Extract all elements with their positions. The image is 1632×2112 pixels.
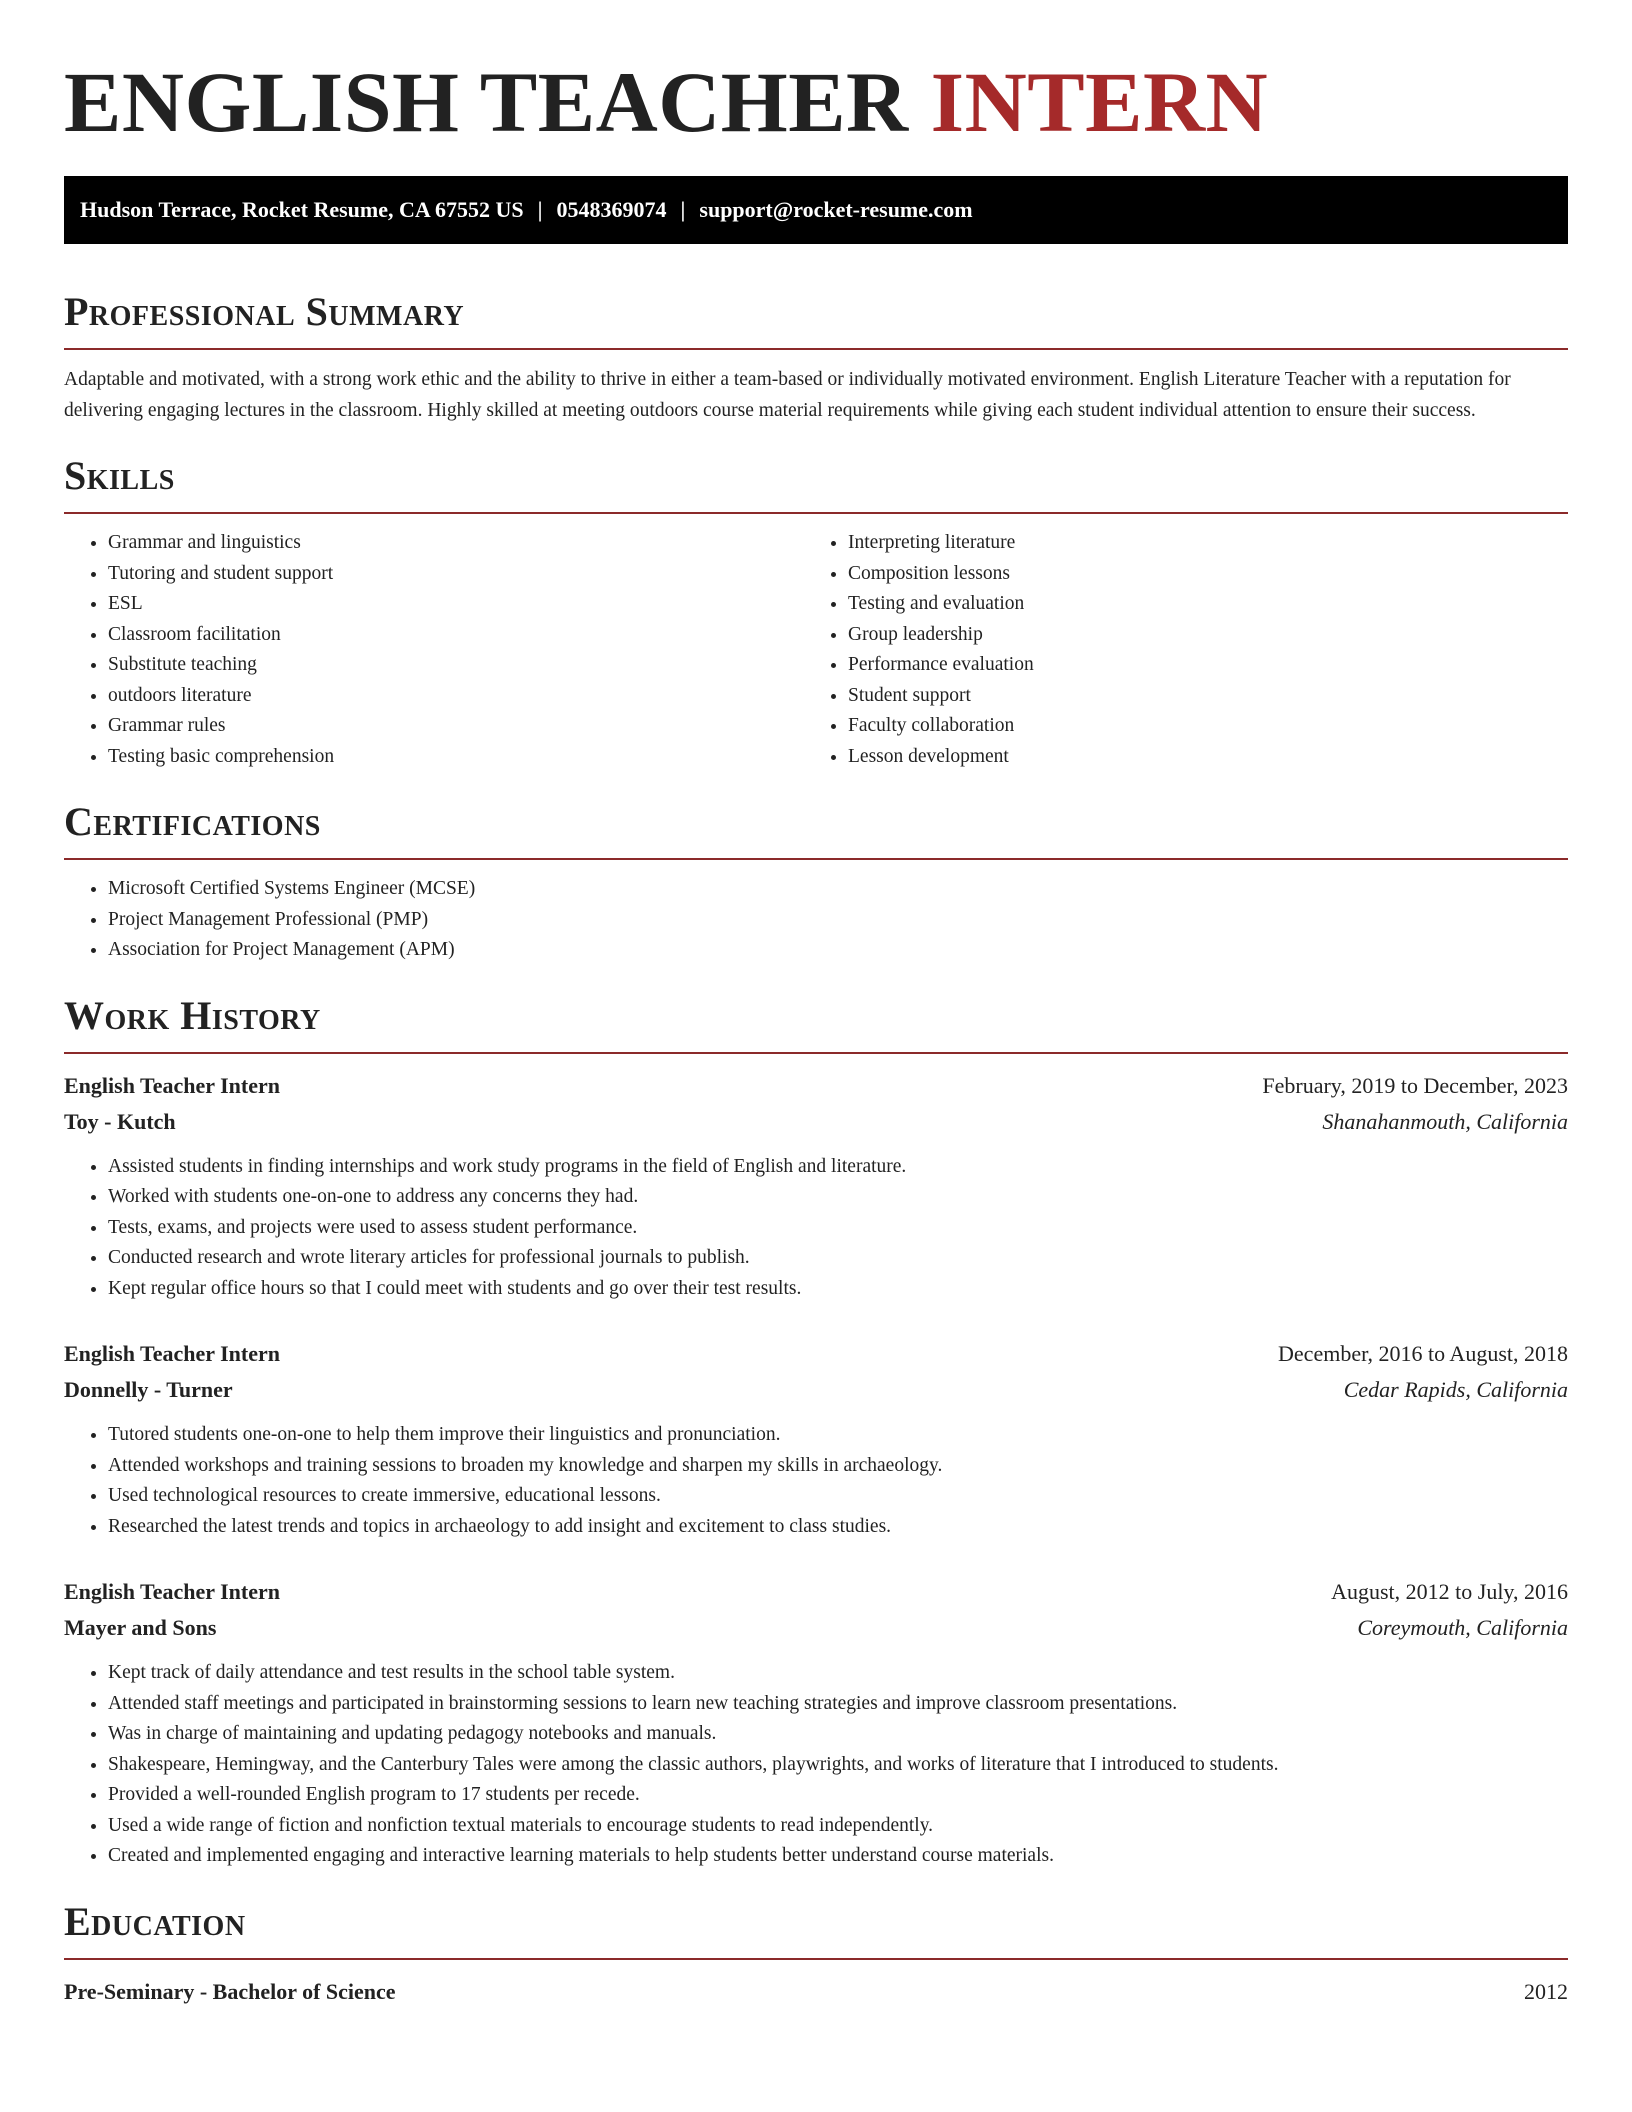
skill-item: • ESL (108, 589, 804, 620)
section-divider (64, 1052, 1568, 1054)
summary-section (64, 288, 1568, 426)
work-history-section (64, 992, 1568, 1872)
job-entry (64, 1336, 1568, 1542)
certification-item: • Microsoft Certified Systems Engineer (MCSE) (108, 874, 1568, 905)
skills-title: Skills (64, 453, 175, 498)
skills-section (64, 452, 1568, 772)
skills-column-left (64, 514, 804, 772)
skill-item: • Student support (848, 681, 1544, 712)
job-company-row (64, 1104, 1568, 1140)
contact-email[interactable]: support@rocket-resume.com (699, 197, 973, 222)
job-bullet: • Attended workshops and training sessions to broaden my knowledge and sharpen my skills in archaeology. (108, 1451, 1568, 1482)
summary-title: Professional Summary (64, 289, 465, 334)
job-bullet: • Tests, exams, and projects were used to assess student performance. (108, 1213, 1568, 1244)
skills-list-left (64, 528, 804, 772)
job-bullet: • Kept regular office hours so that I could meet with students and go over their test results. (108, 1274, 1568, 1305)
contact-separator: | (537, 197, 543, 222)
job-bullet: • Kept track of daily attendance and test results in the school table system. (108, 1658, 1568, 1689)
job-bullet: • Assisted students in finding internships and work study programs in the field of English and literature. (108, 1152, 1568, 1183)
resume-page (64, 0, 1568, 2010)
certifications-list (64, 874, 1568, 966)
name-accent: INTERN (930, 54, 1269, 150)
job-company: Mayer and Sons (64, 1615, 217, 1640)
job-role: English Teacher Intern (64, 1341, 280, 1366)
job-location: Coreymouth, California (1357, 1615, 1568, 1640)
education-section (64, 1898, 1568, 2010)
skill-item: • Substitute teaching (108, 650, 804, 681)
job-company: Donnelly - Turner (64, 1377, 233, 1402)
job-bullet: • Tutored students one-on-one to help them improve their linguistics and pronunciation. (108, 1420, 1568, 1451)
skill-item: • Performance evaluation (848, 650, 1544, 681)
resume-name-header (64, 52, 1568, 152)
skills-list-right (804, 528, 1544, 772)
skill-item: • Classroom facilitation (108, 620, 804, 651)
job-entry (64, 1068, 1568, 1305)
job-dates: December, 2016 to August, 2018 (1278, 1341, 1568, 1366)
job-bullet: • Shakespeare, Hemingway, and the Canterbury Tales were among the classic authors, playwrights, and works of literature that I introduced to students. (108, 1750, 1568, 1781)
skill-item: • Grammar rules (108, 711, 804, 742)
skill-item: • Grammar and linguistics (108, 528, 804, 559)
skills-column-right (804, 514, 1544, 772)
education-header-row (64, 1974, 1568, 2010)
job-location: Cedar Rapids, California (1343, 1377, 1568, 1402)
contact-bar (64, 176, 1568, 244)
job-role: English Teacher Intern (64, 1072, 280, 1098)
skill-item: • Tutoring and student support (108, 559, 804, 590)
contact-phone: 0548369074 (556, 197, 667, 222)
job-bullet: • Used technological resources to create immersive, educational lessons. (108, 1481, 1568, 1512)
contact-address: Hudson Terrace, Rocket Resume, CA 67552 US (80, 197, 524, 222)
job-role: English Teacher Intern (64, 1579, 280, 1604)
education-degree: Pre-Seminary - Bachelor of Science (64, 1978, 396, 2004)
contact-separator: | (680, 197, 686, 222)
skill-item: • Composition lessons (848, 559, 1544, 590)
skill-item: • Interpreting literature (848, 528, 1544, 559)
job-dates: August, 2012 to July, 2016 (1331, 1579, 1568, 1604)
job-bullet: • Used a wide range of fiction and nonfiction textual materials to encourage students to read independently. (108, 1811, 1568, 1842)
job-dates: February, 2019 to December, 2023 (1262, 1072, 1568, 1098)
job-header-row (64, 1574, 1568, 1610)
education-entry (64, 1974, 1568, 2010)
skill-item: • outdoors literature (108, 681, 804, 712)
name-main: ENGLISH TEACHER (64, 54, 909, 150)
job-bullets (64, 1658, 1568, 1872)
job-header-row (64, 1336, 1568, 1372)
certification-item: • Project Management Professional (PMP) (108, 905, 1568, 936)
job-bullet: • Attended staff meetings and participated in brainstorming sessions to learn new teaching strategies and improve classroom presentations. (108, 1689, 1568, 1720)
job-header-row (64, 1068, 1568, 1104)
work-history-title: Work History (64, 992, 321, 1038)
education-title: Education (64, 1898, 246, 1944)
section-divider (64, 348, 1568, 350)
job-entry (64, 1574, 1568, 1872)
job-bullet: • Worked with students one-on-one to address any concerns they had. (108, 1182, 1568, 1213)
certifications-section (64, 798, 1568, 966)
skills-columns (64, 514, 1568, 772)
skill-item: • Testing and evaluation (848, 589, 1544, 620)
skill-item: • Lesson development (848, 742, 1544, 773)
summary-text: Adaptable and motivated, with a strong work ethic and the ability to thrive in either a team-based or individually motivated environment. English Literature Teacher with a reputation for delivering engaging lectures in the classroom. Highly skilled at meeting outdoors course material requirements while giving each student individual attention to ensure their success. (64, 369, 1511, 421)
job-bullet: • Created and implemented engaging and interactive learning materials to help students better understand course materials. (108, 1841, 1568, 1872)
skill-item: • Faculty collaboration (848, 711, 1544, 742)
job-company-row (64, 1372, 1568, 1408)
certifications-title: Certifications (64, 799, 321, 844)
job-bullets (64, 1420, 1568, 1542)
skill-item: • Testing basic comprehension (108, 742, 804, 773)
education-year: 2012 (1524, 1978, 1568, 2004)
job-bullet: • Provided a well-rounded English program to 17 students per recede. (108, 1780, 1568, 1811)
certification-item: • Association for Project Management (APM) (108, 935, 1568, 966)
skill-item: • Group leadership (848, 620, 1544, 651)
job-bullet: • Conducted research and wrote literary articles for professional journals to publish. (108, 1243, 1568, 1274)
job-bullets (64, 1152, 1568, 1305)
job-bullet: • Researched the latest trends and topics in archaeology to add insight and excitement to class studies. (108, 1512, 1568, 1543)
job-bullet: • Was in charge of maintaining and updating pedagogy notebooks and manuals. (108, 1719, 1568, 1750)
job-company-row (64, 1610, 1568, 1646)
section-divider (64, 858, 1568, 860)
section-divider (64, 1958, 1568, 1960)
job-company: Toy - Kutch (64, 1108, 176, 1134)
job-location: Shanahanmouth, California (1322, 1108, 1568, 1134)
